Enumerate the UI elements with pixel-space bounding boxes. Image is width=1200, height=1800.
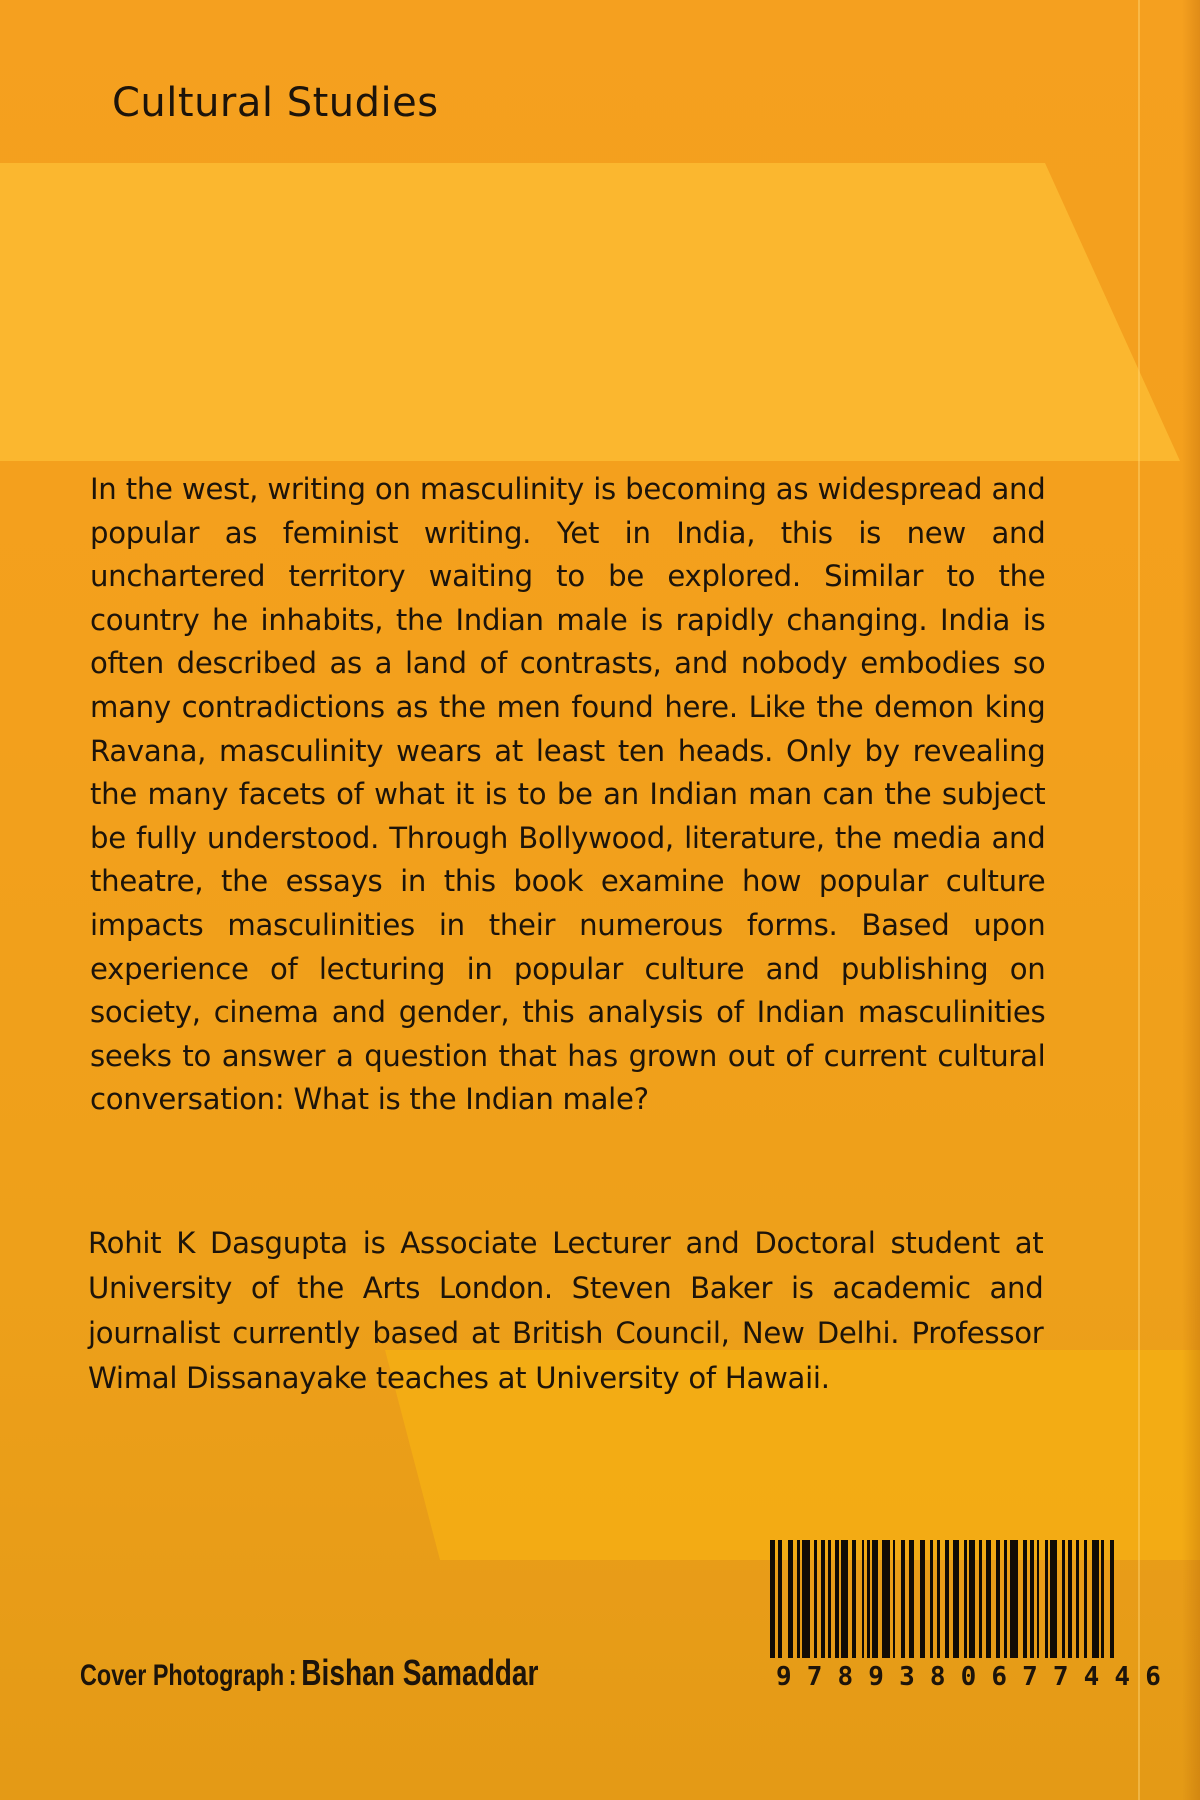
isbn-digit: 9 [868,1662,884,1692]
isbn-digit: 8 [837,1662,854,1692]
book-blurb: In the west, writing on masculinity is becoming as widespread and popular as feminist writing. Yet in India, this is new and unchartered territory waiting to be explored. Similar to the country he inhabits, the Indian male is rapidly changing. India is often described as a land of contrasts, and nobody embodies so many contradictions as the men found here. Like the demon king Ravana, masculinity wears at least ten heads. Only by revealing the many facets of what it is to be an Indian man can the subject be fully understood. Through Bollywood, literature, the media and theatre, the essays in this book examine how popular culture impacts masculinities in their numerous forms. Based upon experience of lecturing in popular culture and publishing on society, cinema and gender, this analysis of Indian masculinities seeks to answer a question that has grown out of current cultural conversation: What is the Indian male? [90,472,1046,1117]
isbn-digit: 8 [929,1662,946,1692]
isbn-digit: 6 [991,1662,1008,1692]
cover-photo-credit [80,1652,538,1694]
isbn-digit: 4 [1083,1662,1100,1692]
spine-edge-shadow [1182,0,1200,1800]
series-label: Cultural Studies [112,80,439,126]
credit-separator: : [288,1659,297,1692]
isbn-digit: 6 [1145,1662,1161,1692]
isbn-barcode [770,1540,1165,1695]
isbn-digit: 7 [1052,1662,1069,1692]
isbn-digit: 7 [1022,1662,1038,1692]
isbn-digit: 9 [776,1662,792,1692]
isbn-number [776,1662,1161,1692]
isbn-digit: 7 [806,1662,823,1692]
spine-fold-line [1138,0,1140,1800]
isbn-digit: 0 [960,1662,977,1692]
decorative-band-top [0,163,1180,461]
barcode-icon [770,1540,1160,1658]
credit-label: Cover Photograph [80,1659,285,1692]
isbn-digit: 4 [1114,1662,1131,1692]
credit-name: Bishan Samaddar [301,1652,539,1693]
isbn-digit: 3 [899,1662,915,1692]
authors-bio: Rohit K Dasgupta is Associate Lecturer and Doctoral student at University of the Arts London. Steven Baker is academic and journalist currently based at British Council, New Delhi. Professor Wimal Dissanayake teaches at University of Hawaii. [88,1226,1044,1395]
